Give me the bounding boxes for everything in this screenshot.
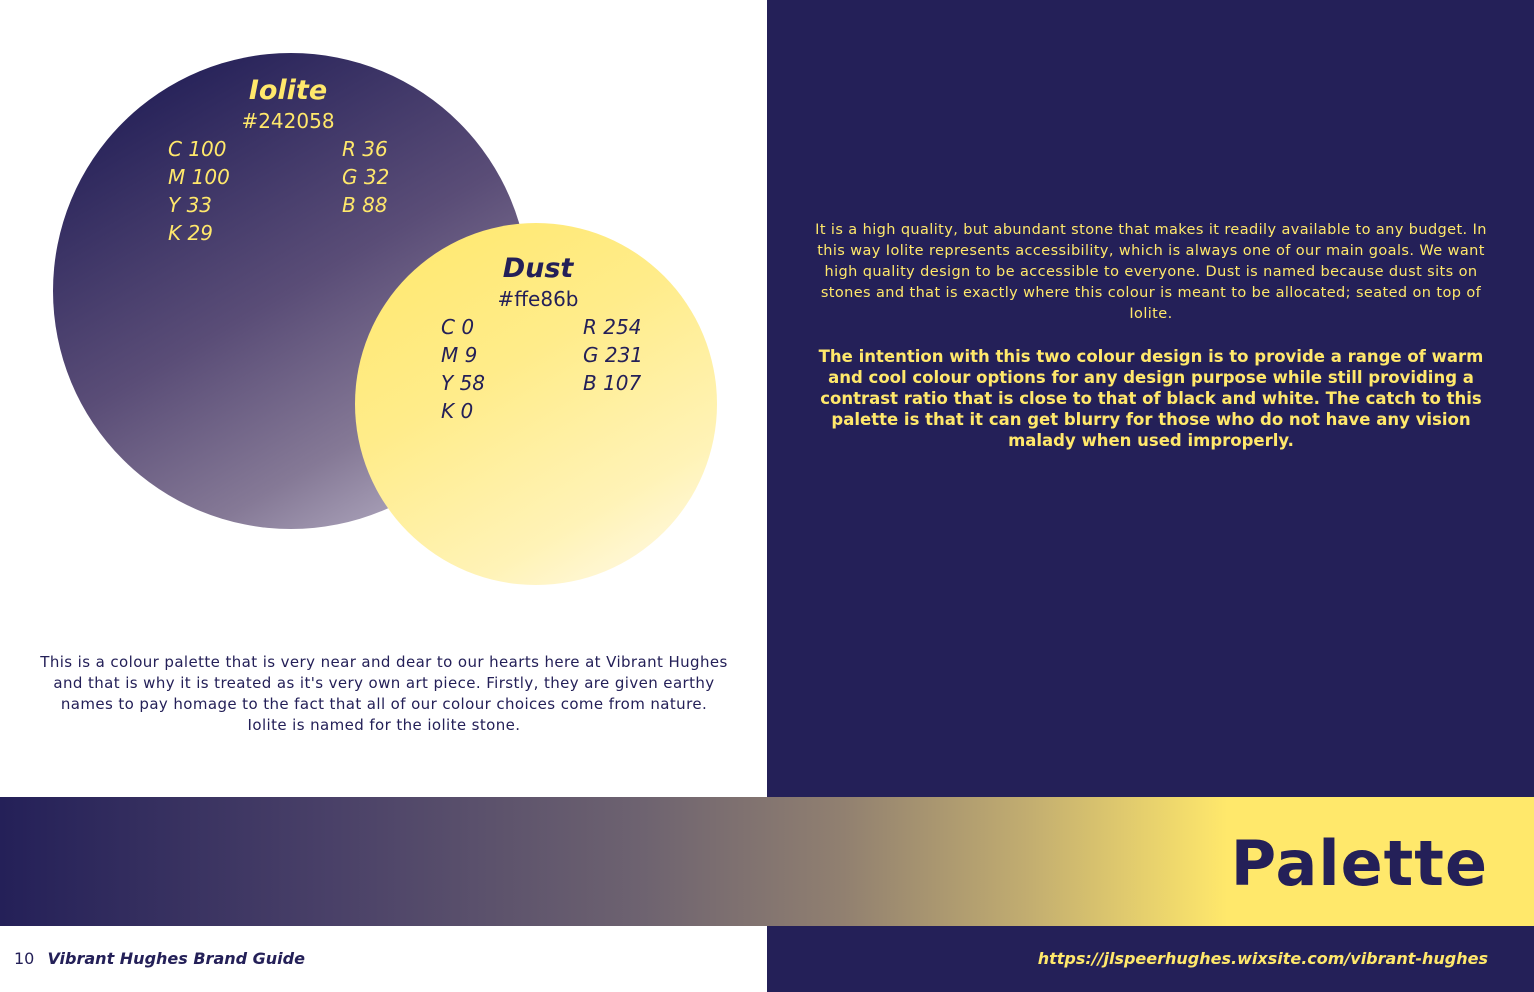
dust-cmyk-c: C 0 [441,315,475,339]
intention-paragraph: The intention with this two colour design is to provide a range of warm and cool colour options for any design purpose while still providing a contrast ratio that is close to that of black and white. The catch to this palette is that it can get blurry for those who do not have any vision malady when used improperly. [818,347,1484,450]
page-number: 10 [14,949,35,968]
dust-cmyk-k: K 0 [441,399,474,423]
iolite-cmyk-y: Y 33 [168,193,213,217]
dust-rgb-r: R 254 [583,315,642,339]
footer-url-link[interactable]: https://jlspeerhughes.wixsite.com/vibrant-hughes [1037,949,1488,968]
iolite-cmyk-list [168,135,230,247]
dust-rgb-b: B 107 [583,371,642,395]
iolite-cmyk-k: K 29 [168,221,213,245]
iolite-name: Iolite [248,75,328,106]
dust-cmyk-m: M 9 [441,343,478,367]
section-title: Palette [1230,827,1488,900]
dust-cmyk-list [441,313,485,425]
intro-paragraph: This is a colour palette that is very near and dear to our hearts here at Vibrant Hughes and that is why it is treated as it's very own art piece. Firstly, they are given earthy names to pay homage to the fact that all of our colour choices come from nature. Iolite is named for the iolite stone. [40,653,728,734]
dust-cmyk-y: Y 58 [441,371,486,395]
iolite-rgb-b: B 88 [342,193,388,217]
iolite-cmyk-m: M 100 [168,165,230,189]
iolite-cmyk-c: C 100 [168,137,227,161]
dust-hex: #ffe86b [497,287,579,311]
iolite-rgb-list [342,135,389,219]
guide-title: Vibrant Hughes Brand Guide [47,949,305,968]
iolite-rgb-g: G 32 [342,165,390,189]
description-paragraph: It is a high quality, but abundant stone that makes it readily available to any budget. In this way Iolite represents accessibility, which is always one of our main goals. We want high quality design to be accessible to everyone. Dust is named because dust sits on stones and that is exactly where this colour is meant to be allocated; seated on top of Iolite. [815,222,1487,322]
dust-rgb-g: G 231 [583,343,644,367]
footer-left [14,948,305,970]
iolite-hex: #242058 [241,109,335,133]
dust-name: Dust [502,253,574,284]
iolite-rgb-r: R 36 [342,137,388,161]
dust-rgb-list [583,313,643,397]
